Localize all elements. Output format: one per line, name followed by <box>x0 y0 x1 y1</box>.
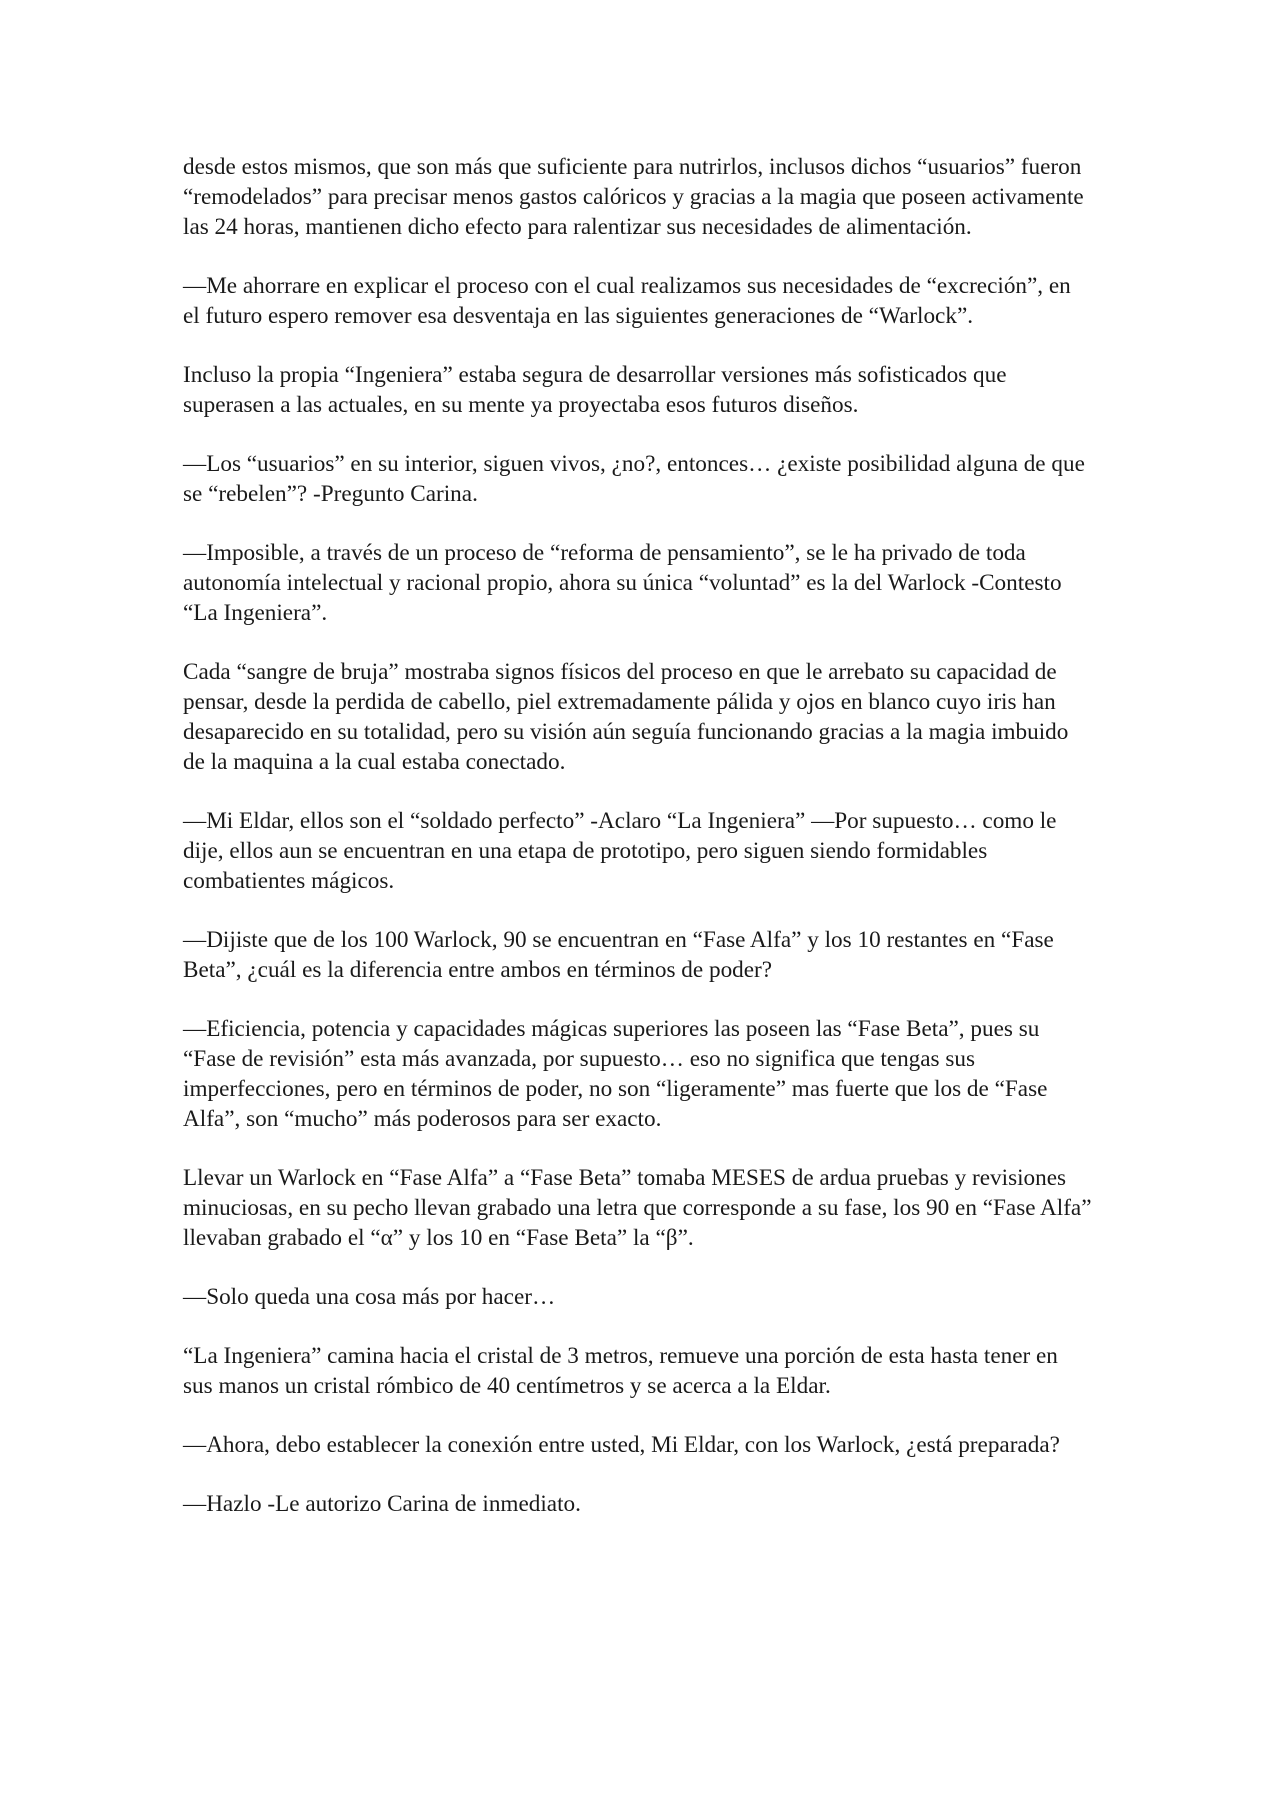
paragraph: —Imposible, a través de un proceso de “reforma de pensamiento”, se le ha privado de toda autonomía intelectual y racional propio, ahora su única “voluntad” es la del Warlock -Contesto “La Ingeniera”. <box>183 540 1062 626</box>
paragraph: —Eficiencia, potencia y capacidades mágicas superiores las poseen las “Fase Beta”, pues su “Fase de revisión” esta más avanzada, por supuesto… eso no significa que tengas sus imperfecciones, pero en términos de poder, no son “ligeramente” mas fuerte que los de “Fase Alfa”, son “mucho” más poderosos para ser exacto. <box>183 1016 1048 1132</box>
paragraph: Cada “sangre de bruja” mostraba signos físicos del proceso en que le arrebato su capacidad de pensar, desde la perdida de cabello, piel extremadamente pálida y ojos en blanco cuyo iris han desaparecido en su totalidad, pero su visión aún seguía funcionando gracias a la magia imbuido de la maquina a la cual estaba conectado. <box>183 659 1069 775</box>
paragraph: —Solo queda una cosa más por hacer… <box>183 1284 556 1310</box>
paragraph: —Ahora, debo establecer la conexión entre usted, Mi Eldar, con los Warlock, ¿está preparada? <box>183 1432 1060 1458</box>
paragraph: Incluso la propia “Ingeniera” estaba segura de desarrollar versiones más sofisticados que superasen a las actuales, en su mente ya proyectaba esos futuros diseños. <box>183 362 1007 418</box>
paragraph: “La Ingeniera” camina hacia el cristal de 3 metros, remueve una porción de esta hasta tener en sus manos un cristal rómbico de 40 centímetros y se acerca a la Eldar. <box>183 1343 1058 1399</box>
paragraph: —Los “usuarios” en su interior, siguen vivos, ¿no?, entonces… ¿existe posibilidad alguna de que se “rebelen”? -Pregunto Carina. <box>183 451 1085 507</box>
paragraph: desde estos mismos, que son más que suficiente para nutrirlos, inclusos dichos “usuarios” fueron “remodelados” para precisar menos gastos calóricos y gracias a la magia que poseen activamente las 24 horas, mantienen dicho efecto para ralentizar sus necesidades de alimentación. <box>183 154 1084 240</box>
paragraph: —Hazlo -Le autorizo Carina de inmediato. <box>183 1491 581 1517</box>
paragraph: —Mi Eldar, ellos son el “soldado perfecto” -Aclaro “La Ingeniera” —Por supuesto… como le dije, ellos aun se encuentran en una etapa de prototipo, pero siguen siendo formidables combatientes mágicos. <box>183 808 1057 894</box>
paragraph: —Me ahorrare en explicar el proceso con el cual realizamos sus necesidades de “excreción”, en el futuro espero remover esa desventaja en las siguientes generaciones de “Warlock”. <box>183 273 1071 329</box>
paragraph: —Dijiste que de los 100 Warlock, 90 se encuentran en “Fase Alfa” y los 10 restantes en “Fase Beta”, ¿cuál es la diferencia entre ambos en términos de poder? <box>183 927 1054 983</box>
paragraph: Llevar un Warlock en “Fase Alfa” a “Fase Beta” tomaba MESES de ardua pruebas y revisiones minuciosas, en su pecho llevan grabado una letra que corresponde a su fase, los 90 en “Fase Alfa” llevaban grabado el “α” y los 10 en “Fase Beta” la “β”. <box>183 1165 1092 1251</box>
document-body <box>183 152 1093 1548</box>
